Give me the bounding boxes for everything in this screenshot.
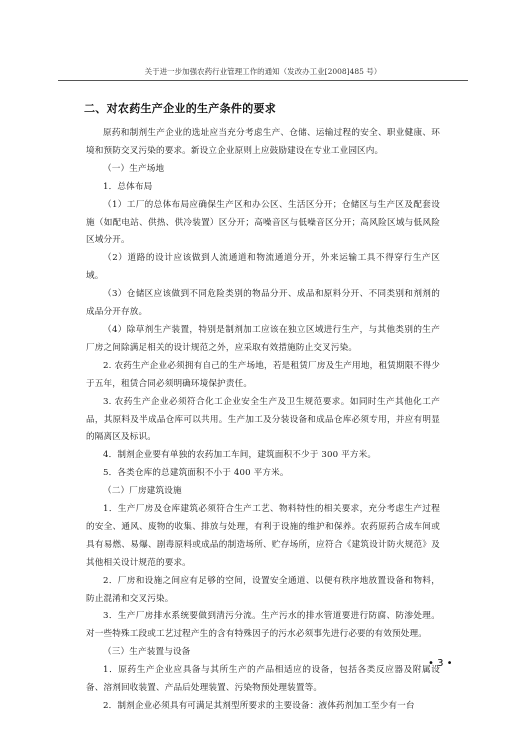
paragraph-buildings-3: 3．生产厂房排水系统要做到清污分流。生产污水的排水管道要进行防腐、防渗处理。对一些特殊工段或工艺过程产生的含有特殊因子的污水必须事先进行必要的有效预处理。 [86,611,440,640]
paragraph-layout-2: （2）道路的设计应该做到人流通道和物流通道分开，外来运输工具不得穿行生产区域。 [86,253,440,282]
paragraph-layout-4: （4）除草剂生产装置，特别是制剂加工应该在独立区域进行生产，与其他类别的生产厂房之间除满足相关的设计规范之外，应采取有效措施防止交叉污染。 [86,324,440,353]
subsection-heading-buildings: （二）厂房建筑设施 [103,486,182,497]
paragraph-site-3: 3. 农药生产企业必须符合化工企业安全生产及卫生规范要求。如同时生产其他化工产品，其原料及半成品仓库可以共用。生产加工及分装设备和成品仓库必须专用，并应有明显的隔离区及标识。 [86,396,440,443]
paragraph-equipment-1: 1．原药生产企业应具备与其所生产的产品相适应的设备，包括各类反应器及附属设备、溶剂回收装置、产品后处理装置、污染物预处理装置等。 [86,665,440,694]
paragraph-layout-3: （3）仓储区应该做到不同危险类别的物品分开、成品和原料分开、不同类别和剂剂的成品分开存放。 [86,289,440,318]
subsection-heading-site: （一）生产场地 [103,163,165,174]
subsection-heading-equipment: （三）生产装置与设备 [103,647,191,658]
paragraph-site-5: 5．各类仓库的总建筑面积不小于 400 平方米。 [103,468,289,479]
paragraph-equipment-2: 2．制剂企业必须具有可满足其剂型所要求的主要设备：液体药剂加工至少有一台 [103,701,415,711]
paragraph-buildings-1: 1．生产厂房及仓库建筑必须符合生产工艺、物料特性的相关要求，充分考虑生产过程的安全、通风、废物的收集、排放与处理，有利于设施的维护和保养。农药原药合成车间或具有易燃、易爆、剧毒原料或成品的制造场所、贮存场所，应符合《建筑设计防火规范》及其他相关设计规范的要求。 [86,504,440,568]
page-number: • 3 • [428,658,453,669]
page-body [86,100,440,716]
paragraph-intro: 原药和制剂生产企业的选址应当充分考虑生产、仓储、运输过程的安全、职业健康、环境和预防交叉污染的要求。新设立企业原则上应鼓励建设在专业工业园区内。 [86,128,440,156]
item-heading-layout: 1．总体布局 [103,181,153,192]
running-header: 关于进一步加强农药行业管理工作的通知（发改办工业[2008]485 号） [144,67,382,76]
paragraph-layout-1: （1）工厂的总体布局应确保生产区和办公区、生活区分开；仓储区与生产区及配套设施（如配电站、供热、供冷装置）区分开；高噪音区与低噪音区分开；高风险区域与低风险区域分开。 [86,199,440,246]
header-rule [58,80,468,81]
paragraph-buildings-2: 2．厂房和设施之间应有足够的空间，设置安全通道、以便有秩序地放置设备和物料，防止混淆和交叉污染。 [86,575,440,604]
paragraph-site-2: 2. 农药生产企业必须拥有自己的生产场地，若是租赁厂房及生产用地，租赁期限不得少于五年，租赁合同必须明确环境保护责任。 [86,360,440,389]
section-title: 二、对农药生产企业的生产条件的要求 [84,102,277,115]
paragraph-site-4: 4．制剂企业要有单独的农药加工车间，建筑面积不少于 300 平方米。 [103,450,377,461]
